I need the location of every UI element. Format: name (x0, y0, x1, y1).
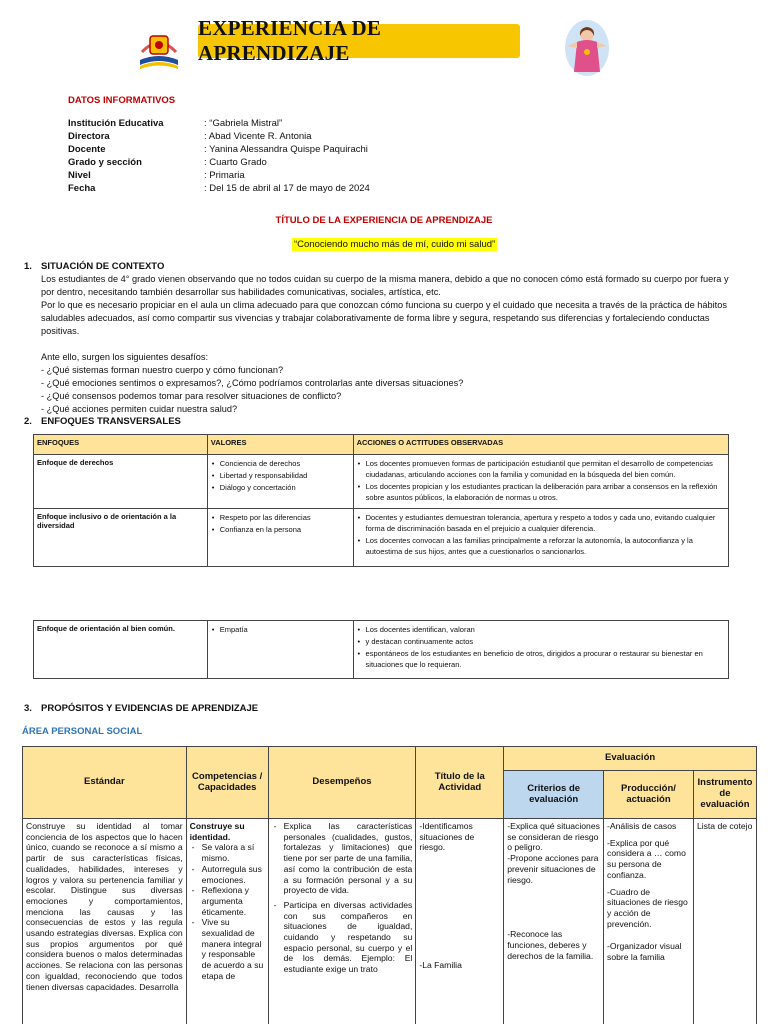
column-header: VALORES (207, 435, 353, 455)
enfoque-cell: Enfoque de orientación al bien común. (34, 621, 208, 679)
activity-title: -La Familia (419, 960, 462, 971)
produccion-cell (604, 819, 694, 1024)
list-item: • Los docentes identifican, valoran (357, 624, 725, 635)
list-item: • y destacan continuamente actos (357, 636, 725, 647)
list-item: • Confianza en la persona (211, 524, 350, 535)
acciones-cell (353, 621, 728, 679)
paragraph: Ante ello, surgen los siguientes desafíos: (41, 352, 209, 362)
list-item: • espontáneos de los estudiantes en beneficio de otros, dirigidos a procurar o restaurar su bienestar en situaciones que lo requieran. (357, 648, 725, 670)
question-item: - ¿Qué consensos podemos tomar para resolver situaciones de conflicto? (41, 391, 342, 401)
list-item: • Libertad y responsabilidad (211, 470, 350, 481)
list-item: - Participa en diversas actividades con sus compañeros en situaciones de igualdad, cuidando y respetando su espacio personal, su cuerpo y el de los demás. Ejemplo: El estudiante exige un trato (272, 900, 413, 975)
valores-cell (207, 509, 353, 567)
table-header-row (23, 747, 757, 771)
list-item: • Conciencia de derechos (211, 458, 350, 469)
info-value: : Del 15 de abril al 17 de mayo de 2024 (204, 183, 370, 194)
info-row (68, 169, 668, 182)
info-row (68, 156, 668, 169)
info-value: : Primaria (204, 170, 245, 181)
enfoques-table-continued (33, 620, 729, 679)
info-value: : Abad Vicente R. Antonia (204, 131, 312, 142)
produccion-item: -Organizador visual sobre la familia (607, 941, 682, 963)
list-item: - Vive su sexualidad de manera integral y responsable de acuerdo a su etapa de (190, 917, 265, 981)
column-header: Desempeños (268, 747, 416, 819)
info-key: Docente (68, 144, 106, 155)
propositos-table (22, 746, 757, 1024)
column-header: Título de la Actividad (416, 747, 504, 819)
column-header: Evaluación (504, 747, 757, 771)
saint-figure-icon (562, 18, 612, 78)
section-title: PROPÓSITOS Y EVIDENCIAS DE APRENDIZAJE (41, 703, 259, 714)
acciones-cell (353, 455, 728, 509)
produccion-item: -Explica por qué considera a … como su persona de confianza. (607, 837, 686, 880)
school-crest-icon (134, 22, 184, 74)
table-row (23, 819, 757, 1024)
produccion-item: -Cuadro de situaciones de riesgo y acción de prevención. (607, 886, 688, 929)
question-item: - ¿Qué acciones permiten cuidar nuestra salud? (41, 404, 238, 414)
criterios-cell (504, 819, 604, 1024)
column-header: ENFOQUES (34, 435, 208, 455)
list-item: • Los docentes propician y los estudiantes practican la deliberación para arribar a consensos en la reflexión sobre asuntos públicos, la elaboración de normas u otros. (357, 481, 725, 503)
section-number: 1. (24, 261, 32, 272)
produccion-item: -Análisis de casos (607, 821, 677, 831)
competencias-cell (186, 819, 268, 1024)
list-item: • Los docentes promueven formas de participación estudiantil que permitan el desarrollo de competencias ciudadanas, articulando acciones con la familia y comunidad en la búsqueda del bien común. (357, 458, 725, 480)
table-row (34, 455, 729, 509)
instrumento-cell: Lista de cotejo (693, 819, 756, 1024)
criterio-item: -Reconoce las funciones, deberes y derechos de la familia. (507, 929, 594, 961)
section-1-heading (24, 261, 164, 272)
info-key: Directora (68, 131, 110, 142)
list-item: - Autorregula sus emociones. (190, 864, 265, 885)
section-title: ENFOQUES TRANSVERSALES (41, 416, 181, 427)
info-row (68, 143, 668, 156)
table-row (34, 621, 729, 679)
info-value: : “Gabriela Mistral” (204, 118, 283, 129)
info-key: Grado y sección (68, 157, 142, 168)
question-item: - ¿Qué emociones sentimos o expresamos?, ¿Cómo podríamos controlarlas ante diversas situaciones? (41, 378, 464, 388)
acciones-cell (353, 509, 728, 567)
info-row (68, 117, 668, 130)
list-item: • Diálogo y concertación (211, 482, 350, 493)
area-title: ÁREA PERSONAL SOCIAL (22, 726, 143, 737)
column-header: ACCIONES O ACTITUDES OBSERVADAS (353, 435, 728, 455)
experience-title-heading: TÍTULO DE LA EXPERIENCIA DE APRENDIZAJE (275, 215, 493, 226)
criterio-item: -Propone acciones para prevenir situaciones de riesgo. (507, 853, 599, 885)
valores-cell (207, 621, 353, 679)
question-item: - ¿Qué sistemas forman nuestro cuerpo y cómo funcionan? (41, 365, 284, 375)
info-row (68, 130, 668, 143)
datos-list (68, 117, 668, 195)
document-header (130, 18, 610, 80)
titulo-cell (416, 819, 504, 1024)
section-number: 2. (24, 416, 32, 427)
document-title-banner (198, 16, 520, 65)
enfoque-cell: Enfoque de derechos (34, 455, 208, 509)
column-header: Competencias / Capacidades (186, 747, 268, 819)
column-header: Criterios de evaluación (504, 771, 604, 819)
criterio-item: -Explica qué situaciones se consideran de riesgo o peligro. (507, 821, 600, 853)
activity-title: -Identificamos situaciones de riesgo. (419, 821, 475, 853)
enfoques-table (33, 434, 729, 567)
experience-slogan: “Conociendo mucho más de mí, cuido mi salud” (294, 239, 496, 250)
list-item: • Docentes y estudiantes demuestran tolerancia, apertura y respeto a todos y cada uno, evitando cualquier forma de discriminación basada en el prejuicio a cualquier diferencia. (357, 512, 725, 534)
datos-heading: DATOS INFORMATIVOS (68, 95, 176, 106)
paragraph: Los estudiantes de 4° grado vienen observando que no todos cuidan su cuerpo de la misma manera, debido a que no conocen cómo está formado su cuerpo por fuera y por dentro, necesitando también desarrollar sus habilidades comunicativas, sociales, artística, etc. (41, 274, 729, 297)
list-item: • Empatía (211, 624, 350, 635)
section-title: SITUACIÓN DE CONTEXTO (41, 261, 165, 272)
competencia-title: Construye su identidad. (189, 821, 245, 842)
paragraph: Por lo que es necesario propiciar en el aula un clima adecuado para que conozcan cómo funciona su cuerpo y el cuidado que necesita a través de la práctica de hábitos saludables adecuados, así como compartir sus vivencias y trabajar colaborativamente de forma libre y segura, respetando sus diferencias y fortaleciendo conductas positivas. (41, 300, 727, 336)
enfoque-cell: Enfoque inclusivo o de orientación a la diversidad (34, 509, 208, 567)
list-item: - Reflexiona y argumenta éticamente. (190, 885, 265, 917)
info-key: Institución Educativa (68, 118, 164, 129)
info-key: Nivel (68, 170, 91, 181)
estandar-cell: Construye su identidad al tomar conciencia de los aspectos que lo hacen único, cuando se reconoce a sí mismo a partir de sus características físicas, cualidades, habilidades, intereses y logros y valora su pertenencia familiar y escolar. Distingue sus diversas emociones y comportamientos, menciona las causas y las consecuencias de estos y las regula usando estrategias diversas. Explica con sus propios argumentos por qué considera buenos o malos determinadas acciones. Se relaciona con las personas con igualdad, reconociendo que todos tienen diversas capacidades. Desarrolla (23, 819, 187, 1024)
situacion-text (41, 273, 731, 416)
valores-cell (207, 455, 353, 509)
table-row (34, 509, 729, 567)
column-header: Producción/ actuación (604, 771, 694, 819)
section-3-heading (24, 703, 258, 714)
document-title: EXPERIENCIA DE APRENDIZAJE (198, 16, 382, 65)
list-item: • Respeto por las diferencias (211, 512, 350, 523)
desempenos-cell (268, 819, 416, 1024)
info-row (68, 182, 668, 195)
info-value: : Yanina Alessandra Quispe Paquirachi (204, 144, 368, 155)
section-number: 3. (24, 703, 32, 714)
section-2-heading (24, 416, 181, 427)
table-header-row (34, 435, 729, 455)
list-item: • Los docentes convocan a las familias principalmente a reforzar la autonomía, la autoconfianza y la autoestima de sus hijos, antes que a cuestionarlos o sancionarlos. (357, 535, 725, 557)
list-item: - Explica las características personales (cualidades, gustos, fortalezas y limitaciones) que tiene por ser parte de una familia, así como la contribución de esta a su formación personal y a su proyecto de vida. (272, 821, 413, 896)
info-value: : Cuarto Grado (204, 157, 267, 168)
column-header: Instrumento de evaluación (693, 771, 756, 819)
info-key: Fecha (68, 183, 96, 194)
list-item: - Se valora a sí mismo. (190, 842, 265, 863)
column-header: Estándar (23, 747, 187, 819)
